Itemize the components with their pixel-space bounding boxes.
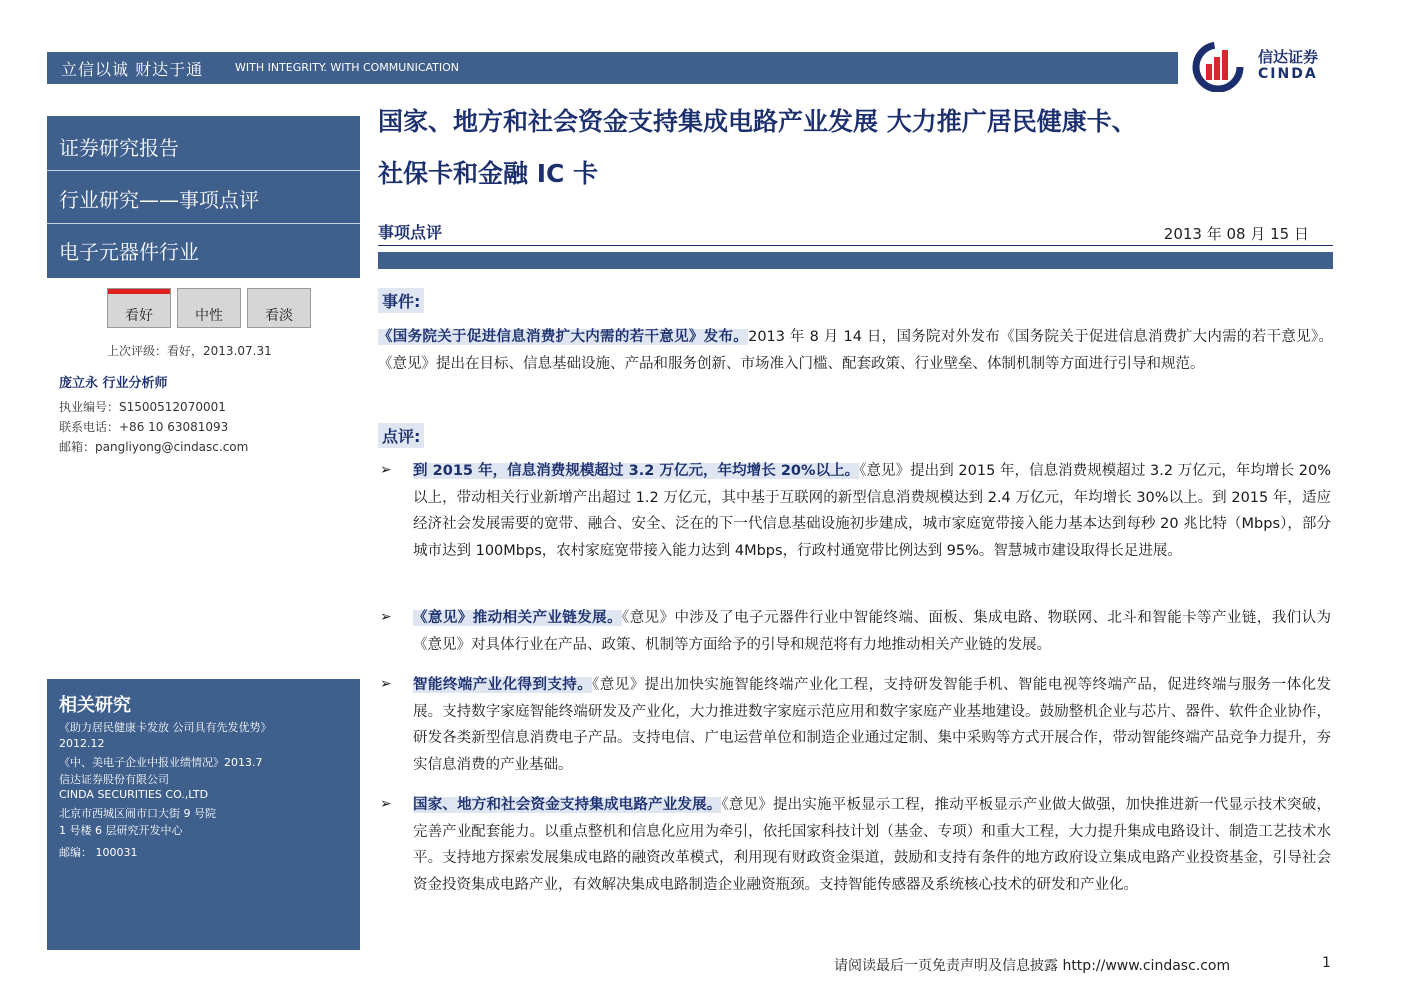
report-type: 证券研究报告 bbox=[59, 136, 179, 160]
sidebar bbox=[47, 116, 360, 950]
bullet-text: 《意见》提出加快实施智能终端产业化工程，支持研发智能手机、智能电视等终端产品，促进终端与服务一体化发展。支持数字家庭智能终端研发及产业化，大力推进数字家庭示范应用和数字家庭产业基地建设。鼓励整机企业与芯片、器件、软件企业协作，研发各类新型信息消费电子产品。支持电信、广电运营单位和制造企业通过定制、集中采购等方式开展合作，带动智能终端产品竞争力提升，夯实信息消费的产业基础。 bbox=[413, 677, 1332, 773]
bullet-lead: 到 2015 年，信息消费规模超过 3.2 万亿元，年均增长 20%以上。 bbox=[413, 463, 860, 479]
bullet-icon: ➢ bbox=[380, 462, 392, 478]
event-lead: 《国务院关于促进信息消费扩大内需的若干意见》发布。 bbox=[378, 329, 749, 345]
bullet-paragraph bbox=[413, 672, 1331, 778]
bullet-lead: 智能终端产业化得到支持。 bbox=[413, 677, 593, 693]
bullet-lead: 国家、地方和社会资金支持集成电路产业发展。 bbox=[413, 797, 722, 813]
bullet-text: 《意见》提出实施平板显示工程，推动平板显示产业做大做强，加快推进新一代显示技术突破，完善产业配套能力。以重点整机和信息化应用为牵引，依托国家科技计划（基金、专项）和重大工程，大力提升集成电路设计、制造工艺技术水平。支持地方探索发展集成电路的融资改革模式，利用现有财政资金渠道，鼓励和支持有条件的地方政府设立集成电路产业投资基金，引导社会资金投资集成电路产业，有效解决集成电路制造企业融资瓶颈。支持智能传感器及系统核心技术的研发和产业化。 bbox=[413, 797, 1332, 893]
bullet-text: 《意见》中涉及了电子元器件行业中智能终端、面板、集成电路、物联网、北斗和智能卡等产业链，我们认为《意见》对具体行业在产品、政策、机制等方面给予的引导和规范将有力地推动相关产业链的发展。 bbox=[413, 610, 1332, 653]
company-name-en: CINDA SECURITIES CO.,LTD bbox=[59, 788, 209, 801]
report-title-line1: 国家、地方和社会资金支持集成电路产业发展 大力推广居民健康卡、 bbox=[378, 107, 1137, 136]
bullet-icon: ➢ bbox=[380, 609, 392, 625]
bullet-icon: ➢ bbox=[380, 796, 392, 812]
previous-rating: 上次评级：看好，2013.07.31 bbox=[107, 344, 272, 358]
sidebar-header-block bbox=[47, 116, 360, 278]
event-paragraph bbox=[378, 324, 1333, 377]
related-line: 2012.12 bbox=[59, 737, 105, 750]
bullet-paragraph bbox=[413, 605, 1331, 658]
rating-scale bbox=[107, 288, 315, 328]
related-line[interactable]: 《助力居民健康卡发放 公司具有先发优势》 bbox=[59, 721, 272, 734]
rating-neutral: 中性 bbox=[177, 288, 241, 328]
divider bbox=[47, 223, 360, 224]
logo-text-cn: 信达证券 bbox=[1258, 48, 1319, 66]
bullet-paragraph bbox=[413, 792, 1331, 898]
analyst-email[interactable]: 邮箱：pangliyong@cindasc.com bbox=[59, 440, 249, 454]
company-address: 1 号楼 6 层研究开发中心 bbox=[59, 824, 183, 837]
bullet-paragraph bbox=[413, 458, 1331, 564]
rating-positive: 看好 bbox=[107, 288, 171, 328]
divider bbox=[47, 170, 360, 171]
analyst-phone: 联系电话：+86 10 63081093 bbox=[59, 420, 229, 434]
company-name-cn: 信达证券股份有限公司 bbox=[59, 773, 169, 786]
header-rule-bar bbox=[378, 252, 1333, 269]
event-text: 2013 年 8 月 14 日，国务院对外发布《国务院关于促进信息消费扩大内需的若干意见》。《意见》提出在目标、信息基础设施、产品和服务创新、市场准入门槛、配套政策、行业壁垒、体制机制等方面进行引导和规范。 bbox=[378, 329, 1333, 372]
analyst-cert: 执业编号：S1500512070001 bbox=[59, 400, 226, 414]
related-research-block bbox=[47, 679, 360, 950]
bullet-lead: 《意见》推动相关产业链发展。 bbox=[413, 610, 623, 626]
related-line[interactable]: 《中、美电子企业中报业绩情况》2013.7 bbox=[59, 756, 263, 769]
slogan-en: WITH INTEGRITY. WITH COMMUNICATION bbox=[235, 61, 460, 74]
event-tag: 事件: bbox=[378, 288, 424, 313]
analyst-name: 庞立永 行业分析师 bbox=[59, 376, 168, 391]
section-subhead: 事项点评 bbox=[378, 223, 443, 242]
slogan-cn: 立信以诚 财达于通 bbox=[61, 60, 204, 79]
report-title-line2: 社保卡和金融 IC 卡 bbox=[378, 159, 599, 188]
related-title: 相关研究 bbox=[59, 695, 131, 716]
comment-tag: 点评: bbox=[378, 423, 424, 448]
bullet-icon: ➢ bbox=[380, 676, 392, 692]
report-category: 行业研究——事项点评 bbox=[59, 188, 259, 212]
footer-disclaimer[interactable]: 请阅读最后一页免责声明及信息披露 http://www.cindasc.com bbox=[834, 958, 1231, 974]
header-banner bbox=[47, 52, 1178, 84]
rating-negative: 看淡 bbox=[247, 288, 311, 328]
page-number: 1 bbox=[1322, 955, 1331, 971]
logo-text-en: CINDA bbox=[1258, 66, 1318, 82]
divider bbox=[378, 245, 1333, 246]
company-postcode: 邮编： 100031 bbox=[59, 846, 138, 859]
report-date: 2013 年 08 月 15 日 bbox=[1163, 225, 1309, 243]
company-address: 北京市西城区闹市口大街 9 号院 bbox=[59, 807, 216, 820]
industry-name: 电子元器件行业 bbox=[59, 240, 199, 264]
active-rating-marker bbox=[108, 289, 170, 294]
bullet-text: 《意见》提出到 2015 年，信息消费规模超过 3.2 万亿元，年均增长 20%以上，带动相关行业新增产出超过 1.2 万亿元，其中基于互联网的新型信息消费规模达到 2.4 万亿元，年均增长 30%以上。到 2015 年，适应经济社会发展需要的宽带、融合、安全、泛在的下一代信息基础设施初步建成，城市家庭宽带接入能力基本达到每秒 20 兆比特（Mbps），部分城市达到 100Mbps，农村家庭宽带接入能力达到 4Mbps，行政村通宽带比例达到 95%。智慧城市建设取得长足进展。 bbox=[413, 463, 1331, 559]
